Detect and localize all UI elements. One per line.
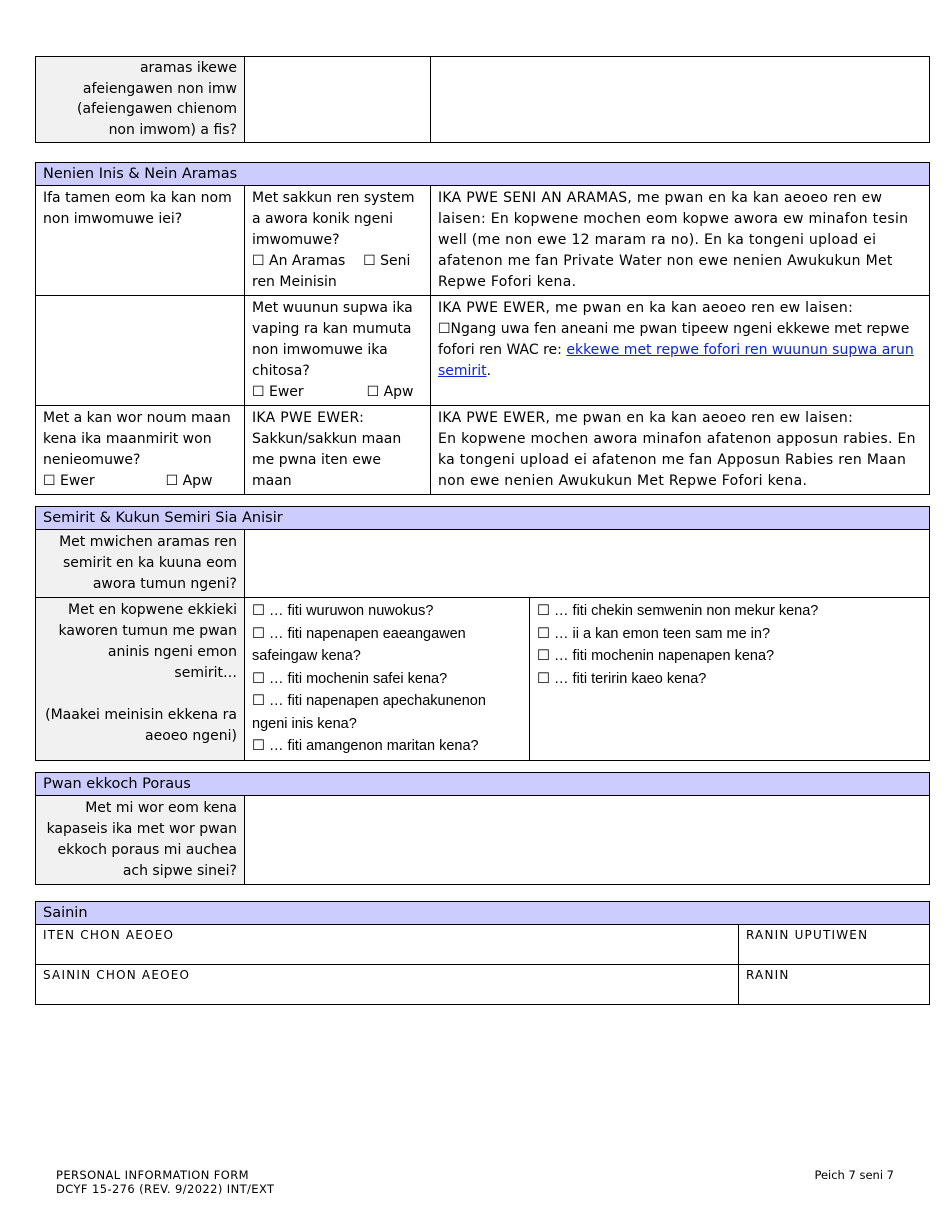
submit-date-field[interactable]: RANIN UPUTIWEN: [739, 925, 930, 965]
checkbox-yes[interactable]: ☐ Ewer: [252, 384, 304, 400]
smoking-policy-link[interactable]: ekkewe met repwe fofori ren wuunun supwa arun semirit: [438, 342, 914, 379]
home-section-table: [35, 162, 930, 495]
other-info-table: [35, 772, 930, 885]
question-age-range: Met mwichen aramas ren semirit en ka kuuna eom awora tumun ngeni?: [36, 530, 245, 598]
checkbox-option[interactable]: ☐ … fiti napenapen eaeangawen safeingaw kena?: [252, 625, 466, 664]
checkbox-option[interactable]: ☐ … fiti amangenon maritan kena?: [252, 738, 479, 754]
checkbox-no[interactable]: ☐ Apw: [366, 384, 414, 400]
section-header: Sainin: [36, 902, 930, 925]
answer-field[interactable]: [36, 296, 245, 406]
answer-field[interactable]: [245, 57, 431, 143]
top-continuation-table: [35, 56, 930, 143]
note-intro: IKA PWE EWER, me pwan en ka kan aeoeo ren ew laisen:: [438, 300, 854, 316]
answer-field[interactable]: [245, 530, 930, 598]
form-number: DCYF 15-276 (REV. 9/2022) INT/EXT: [56, 1182, 275, 1196]
question-text: Met a kan wor noum maan kena ika maanmirit won nenieomuwe?: [43, 410, 231, 468]
checkbox-private[interactable]: ☐ An Aramas: [252, 253, 346, 269]
date-field[interactable]: RANIN: [739, 965, 930, 1005]
question-line: afeiengawen non imw: [82, 80, 237, 97]
applicant-name-field[interactable]: ITEN CHON AEOEO: [36, 925, 739, 965]
checkbox-option[interactable]: ☐ … fiti napenapen apechakunenon ngeni inis kena?: [252, 693, 486, 732]
water-system-note: IKA PWE SENI AN ARAMAS, me pwan en ka kan aeoeo ren ew laisen: En kopwene mochen eom kopwe awora ew minafon tesin well (me non ewe 12 maram ra no). En ka tongeni upload ei afatenon me fan Private Water non ewe nenien Awukukun Met Repwe Fofori kena.: [431, 186, 930, 296]
question-water-system: [245, 186, 431, 296]
answer-field[interactable]: [245, 796, 930, 885]
answer-field[interactable]: [431, 57, 930, 143]
question-line: (afeiengawen chienom: [77, 101, 237, 117]
pets-detail-text: Sakkun/sakkun maan me pwna iten ewe maan: [252, 431, 402, 489]
care-needs-column-1: [245, 598, 530, 761]
household-question-cell: [36, 57, 245, 143]
pets-note: [431, 406, 930, 495]
pets-detail-cell[interactable]: [245, 406, 431, 495]
signature-table: [35, 901, 930, 1005]
checkbox-option[interactable]: ☐ … fiti mochenin napenapen kena?: [537, 648, 775, 664]
smoking-note: [431, 296, 930, 406]
checkbox-option[interactable]: ☐ … fiti mochenin safei kena?: [252, 670, 448, 687]
footer-form-info: [56, 1168, 274, 1196]
section-header: Pwan ekkoch Poraus: [36, 773, 930, 796]
question-care-needs: [36, 598, 245, 761]
pets-detail-title: IKA PWE EWER:: [252, 410, 365, 426]
section-header: Nenien Inis & Nein Aramas: [36, 163, 930, 186]
applicant-signature-field[interactable]: SAININ CHON AEOEO: [36, 965, 739, 1005]
checkbox-option[interactable]: ☐ … fiti wuruwon nuwokus?: [252, 603, 434, 619]
note-text: En kopwene mochen awora minafon afatenon apposun rabies. En ka tongeni upload ei afatenon me fan Apposun Rabies ren Maan non ewe nenien Awukukun Met Repwe Fofori kena.: [438, 431, 916, 489]
checkbox-option[interactable]: ☐ … fiti chekin semwenin non mekur kena?: [537, 603, 819, 619]
question-text: Met en kopwene ekkieki kaworen tumun me pwan aninis ngeni emon semirit…: [58, 602, 237, 681]
note-intro: IKA PWE EWER, me pwan en ka kan aeoeo ren ew laisen:: [438, 410, 854, 426]
question-line: non imwom) a fis?: [108, 121, 237, 138]
page-number: Peich 7 seni 7: [814, 1168, 894, 1182]
checkbox-option[interactable]: ☐ … fiti teririn kaeo kena?: [537, 670, 707, 687]
question-additional-info: Met mi wor eom kena kapaseis ika met wor pwan ekkoch poraus mi auchea ach sipwe sinei?: [36, 796, 245, 885]
question-smoking: [245, 296, 431, 406]
checkbox-agree[interactable]: ☐Ngang uwa fen aneani me pwan tipeew ngeni ekkewe met repwe fofori ren WAC re:: [438, 321, 910, 358]
question-line: aramas ikewe: [139, 60, 237, 76]
question-hint: (Maakei meinisin ekkena ra aeoeo ngeni): [45, 707, 237, 744]
question-text: Met wuunun supwa ika vaping ra kan mumuta non imwomuwe ika chitosa?: [252, 300, 413, 379]
checkbox-no[interactable]: ☐ Apw: [165, 473, 213, 489]
checkbox-yes[interactable]: ☐ Ewer: [43, 473, 95, 489]
question-text: Met sakkun ren system a awora konik ngeni imwomuwe?: [252, 190, 415, 248]
checkbox-option[interactable]: ☐ … ii a kan emon teen sam me in?: [537, 625, 771, 642]
care-needs-column-2: [530, 598, 930, 761]
note-end: .: [486, 363, 492, 379]
children-section-table: [35, 506, 930, 761]
section-header: Semirit & Kukun Semiri Sia Anisir: [36, 507, 930, 530]
question-pets: [36, 406, 245, 495]
checkbox-public[interactable]: ☐ Seni ren Meinisin: [252, 253, 411, 290]
question-residence-duration: Ifa tamen eom ka kan nom non imwomuwe iei?: [36, 186, 245, 296]
form-name: PERSONAL INFORMATION FORM: [56, 1168, 249, 1182]
